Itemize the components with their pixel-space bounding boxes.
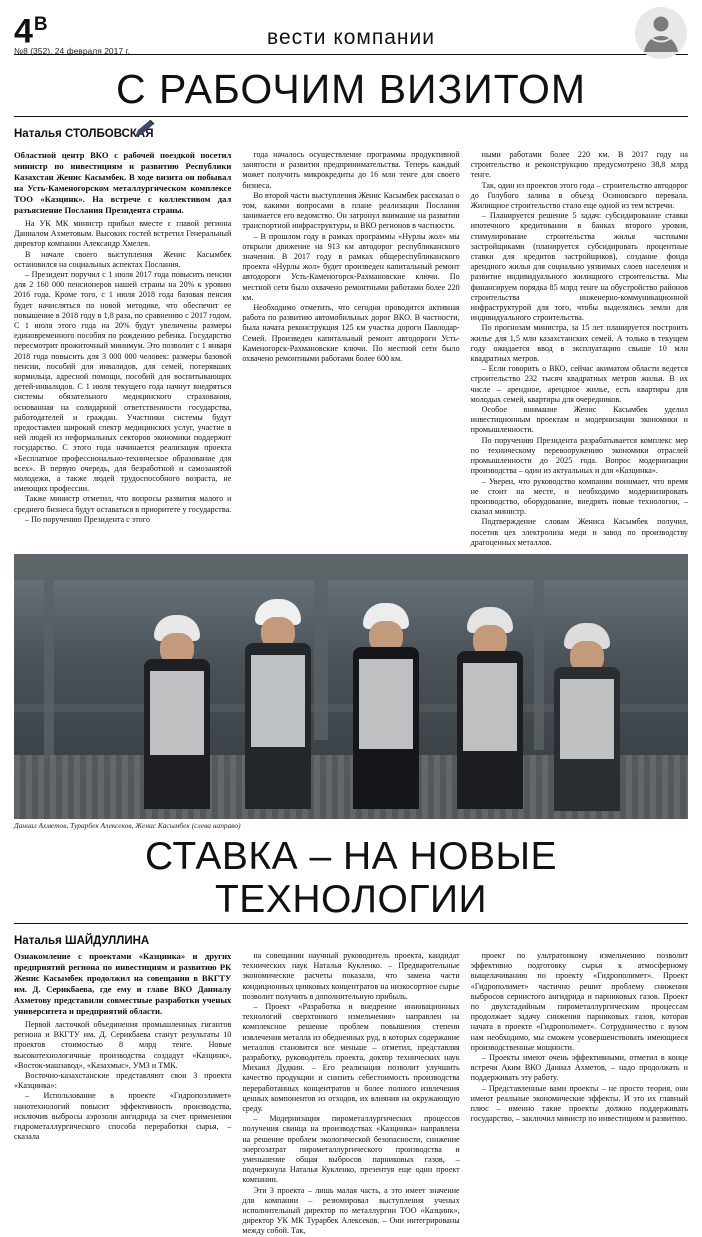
divider bbox=[14, 923, 688, 924]
photo-image bbox=[14, 554, 688, 819]
photo-figure bbox=[14, 554, 688, 830]
paragraph: Эти 3 проекта – лишь малая часть, а это имеет значение для компании – резюмировал выступления ученых исполнительный директор по металлургии ТОО «Казцинк», директор УК МК Турарбек Алексеков. – Они интегрированы между собой. Так, bbox=[242, 1185, 460, 1236]
divider bbox=[14, 116, 688, 117]
article-lead: Областной центр ВКО с рабочей поездкой посетил министр по инвестициям и развитию Республики Казахстан Женис Касымбек. В ходе визита он побывал на Усть-Каменогорском металлургическом комплексе ТОО «Казцинк». На встрече с коллективом дал разъяснение Послания Президента страны. bbox=[14, 150, 232, 215]
photo-person bbox=[132, 615, 222, 813]
paragraph: – Уверен, что руководство компании понимает, что время не стоит на месте, и необходимо модернизировать производство, оборудование, внедрять новые технологии, – сказал министр. bbox=[470, 476, 688, 517]
column-3 bbox=[471, 951, 688, 1237]
paragraph: – Если говорить о ВКО, сейчас акиматом области ведется строительство 232 тысяч квадратных метров жилья. В их числе – арендное, арендное жилье, есть квартиры для молодых семей, квартиры для очередников. bbox=[470, 364, 688, 404]
paragraph: По поручению Президента разрабатывается комплекс мер по техническому перевооружению экономики отраслей промышленности до 2025 года. Вопрос модернизации производства – один из актуальных и для «Казцинка». bbox=[470, 435, 688, 476]
masthead-rule bbox=[14, 54, 688, 55]
byline-row-2 bbox=[14, 931, 688, 947]
article2-lead: Ознакомление с проектами «Казцинка» и других предприятий региона по инвестициям и развитию РК Женис Касымбек продолжил на совещании в ВКГТУ им. Д. Серикбаева, где ему и главе ВКО Даниалу Ахметову представили совместные разработки ученых университета и предприятий области. bbox=[14, 950, 232, 1016]
company-logo-icon bbox=[634, 6, 688, 60]
paragraph: года началось осуществление программы продуктивной занятости и развития предпринимательства. Теперь каждый может получить микрокредиты до 16 млн тенге для своего бизнеса. bbox=[242, 150, 460, 190]
column-1 bbox=[14, 150, 231, 548]
paragraph: – Использование в проекте «Гидропоэлимет» нанотехнологий повысит эффективность производства, исключив выбросы аэрозоли ангидрида за счет применения гидрометаллургического способа переработки сырья, – сказала bbox=[14, 1091, 232, 1142]
article-byline: Наталья СТОЛБОВСКАЯ bbox=[14, 128, 154, 140]
article2-byline: Наталья ШАЙДУЛЛИНА bbox=[14, 934, 150, 947]
issue-line: №8 (352), 24 февраля 2017 г. bbox=[14, 46, 130, 56]
paragraph: – Модернизация пирометаллургических процессов получения свинца на производствах «Казцинка» направлена на решение проблем экологической безопасности, снижение энергозатрат пирометаллургического производства и уменьшение общая выбросов парниковых газов, – подчеркнула Наталья Кукленко, презентуя еще один проект компании. bbox=[242, 1114, 460, 1185]
paragraph: Во второй части выступления Женис Касымбек рассказал о том, какими вопросами в плане реализации Послания занимается его ведомство. Он затронул внимание на развитии транспортной инфраструктуры, и ВКО регионов в частности. bbox=[242, 190, 460, 231]
paragraph: Первой ласточкой объединения промышленных гигантов региона и ВКГТУ им. Д. Серикбаева станут результаты 10 проектов стоимостью 8 млрд тенге. Новые высокотехнологичные производства создадут «Казцинк», «Восток-машзавод», «Казахмыс», УМЗ и ТМК. bbox=[14, 1019, 232, 1070]
page-title: С РАБОЧИМ ВИЗИТОМ bbox=[115, 66, 587, 112]
paragraph: – Проект «Разработка и внедрение инновационных технологий сверхтонкого измельчения» направлен на комплексное решение проблем повышения степени извлечения металла из обедненных руд, в которых содержание металлов становится все меньше – отметил, представляя разработку, руководитель проекта, доктор технических наук Михаил Дудкин. – Его реализация позволит улучшить качество продукции и снизить себестоимость производства переработанных концентратов и более полного извлечения ценных компонентов из отходов, их влияния на окружающую среду. bbox=[242, 1001, 460, 1113]
photo-person bbox=[232, 599, 324, 813]
paragraph: – Планируется решение 5 задач: субсидирование ставки ипотечного кредитования в банках второго уровня, стимулирование строительства жилья частными застройщиками (планируется субсидировать процентные ставки для кредитов застройщиков), создание фонда арендного жилья для социально уязвимых слоев населения и развитие индивидуального жилищного строительства. Мы финансируем порядка 85 млрд тенге на обустройство районов строительства инженерно-коммуникационной инфраструктурой для того, чтобы выделялись земли для индивидуального строительства. bbox=[470, 211, 688, 323]
paragraph: – По поручению Президента с этого bbox=[25, 514, 150, 524]
paragraph: проект по ультратонкому измельчению позволит эффективно подготовку сырья к атмосферному выщелачиванию по проекту «Гидрополимет». Проект «Гидрополимет» частично решит проблему снижения выбросов сернистого ангидрида и парниковых газов. Проект по двухстадийным пирометаллургическим процессам продолжает задачу снижения парниковых газов, которая начата в проекте «Гидрополимет». Сотрудничество с вузом нам необходимо, мы сможем усовершенствовать имеющиеся производственные мощности. bbox=[470, 950, 688, 1052]
section-title: вести компании bbox=[267, 26, 435, 49]
paragraph: – Президент поручил с 1 июля 2017 года повысить пенсии для 2 160 000 пенсионеров нашей страны на 20% к уровню 2016 года. Кроме того, с 1 июля 2018 года базовая пенсия будет начисляться по новой методике, что обеспечит ее повышение в 2018 году в 1,8 раза, по сравнению с 2017 годом. С 1 июля этого года на 20% будут увеличены размеры единовременного пособия по рождению ребенка. Государство пересмотрит прожиточный минимум. Это позволит с 1 января 2018 года повысить для 3 000 000 человек: размеры базовой пенсии, пособий для инвалидов, для семей, потерявших кормильца, адресной помощи, пособий для воспитывающих детей-инвалидов. С 1 июля текущего года начнут внедряться системы обязательного медицинского страхования, основанная на солидарной ответственности государства, работодателей и граждан. Участники системы будут предоставлен широкий спектр медицинских услуг, участие в ней людей из неформальных секторов экономики поддержит государство. С этого года начинается реализация проекта «Бесплатное профессионально-техническое образование для всех». В первую очередь, для безработной и самозанятой молодежи, а также людей трудоспособного возраста, не имеющих профессии. bbox=[14, 270, 232, 494]
photo-person bbox=[444, 607, 536, 813]
masthead bbox=[14, 6, 688, 62]
paragraph: Так, один из проектов этого года – строительство автодорог до Голубого залива в объезд Осиновского перевала. Жилищное строительство стало еще одной из тем встречи. bbox=[470, 180, 688, 211]
column-3 bbox=[471, 150, 688, 548]
article2-columns bbox=[14, 951, 688, 1237]
photo-caption: Даниал Ахметов, Турарбек Алексеков, Женис Касымбек (слева направо) bbox=[14, 820, 241, 830]
pen-icon bbox=[132, 118, 158, 140]
newspaper-page bbox=[0, 6, 702, 1236]
secondary-title: СТАВКА – НА НОВЫЕ ТЕХНОЛОГИИ bbox=[144, 834, 558, 921]
paragraph: В начале своего выступления Женис Касымбек остановился на социальных аспектах Послания. bbox=[14, 249, 232, 269]
paragraph: ными работами более 220 км. В 2017 году на строительство и реконструкцию предусмотрено 38,8 млрд тенге. bbox=[470, 150, 688, 180]
paragraph: – Проекты имеют очень эффективными, отметил в конце встречи Аким ВКО Даниал Ахметов, – надо продолжать и поддерживать эту работу. bbox=[470, 1052, 688, 1083]
column-2 bbox=[242, 150, 459, 548]
paragraph: на совещании научный руководитель проекта, кандидат технических наук Наталья Кукленко. – Предварительные экономические расчеты показали, что замена части кондиционных цинковых концентратов на низкосортное сырье позволит получить в дополнительную прибыль. bbox=[242, 950, 460, 1001]
column-1 bbox=[14, 951, 231, 1237]
paragraph: Необходимо отметить, что сегодня проводится активная работа по развитию автомобильных дорог ВКО. В частности, была начата реконструкция 125 км участка дороги Павлодар-Семей. Произведен капитальный ремонт автодороги Усть-Каменогорск-Рахмановские ключи. По местной сети было охвачено ремонтными работами более 600 км. bbox=[242, 303, 460, 364]
paragraph: – Представленные вами проекты – не просто теория, они имеют реальные экономические эффекты. И это их главный плюс – именно такие проекты должно поддерживать государство, – заключил министр по инвестициям и развитию. bbox=[470, 1083, 688, 1124]
folio-number: 4 bbox=[14, 12, 32, 51]
byline-row bbox=[14, 124, 688, 146]
paragraph: Особое внимание Женис Касымбек уделил инвестиционным проектам и модернизации экономики и промышленности. bbox=[470, 405, 688, 435]
article1-columns bbox=[14, 150, 688, 548]
folio-letter: В bbox=[33, 14, 47, 35]
paragraph: На УК МК министр прибыл вместе с главой региона Даниалом Ахметовым. Высоких гостей встретил Генеральный директор компании Александр Хмелев. bbox=[14, 219, 232, 249]
paragraph: Восточно-казахстанские представляют свои 3 проекта «Казцинка»: bbox=[14, 1070, 232, 1091]
photo-person bbox=[544, 623, 630, 813]
paragraph: Также министр отметил, что вопросы развития малого и среднего бизнеса будут оставаться в приоритете у государства. bbox=[14, 494, 232, 514]
column-2 bbox=[242, 951, 459, 1237]
paragraph: По прогнозам министра, за 15 лет планируется построить жилье для 1,5 млн казахстанских семей. А только в текущем году ожидается ввод в эксплуатацию свыше 10 млн квадратных метров. bbox=[470, 323, 688, 364]
photo-person bbox=[340, 603, 432, 813]
paragraph: Подтверждение словам Жениса Касымбек получил, посетив цех электролиза меди и завод по производству драгоценных металлов. bbox=[470, 517, 688, 547]
paragraph: – В прошлом году в рамках программы «Нурлы жол» мы открыли движение на 913 км автодорог республиканского значения. В 2017 году в рамках общереспубликанского проекта «Нурлы жол» будет произведен капитальный ремонт автодороги Усть-Каменогорск-Рахмановские ключи. По местной сети было охвачено ремонтными работами более 220 км. bbox=[242, 231, 460, 302]
